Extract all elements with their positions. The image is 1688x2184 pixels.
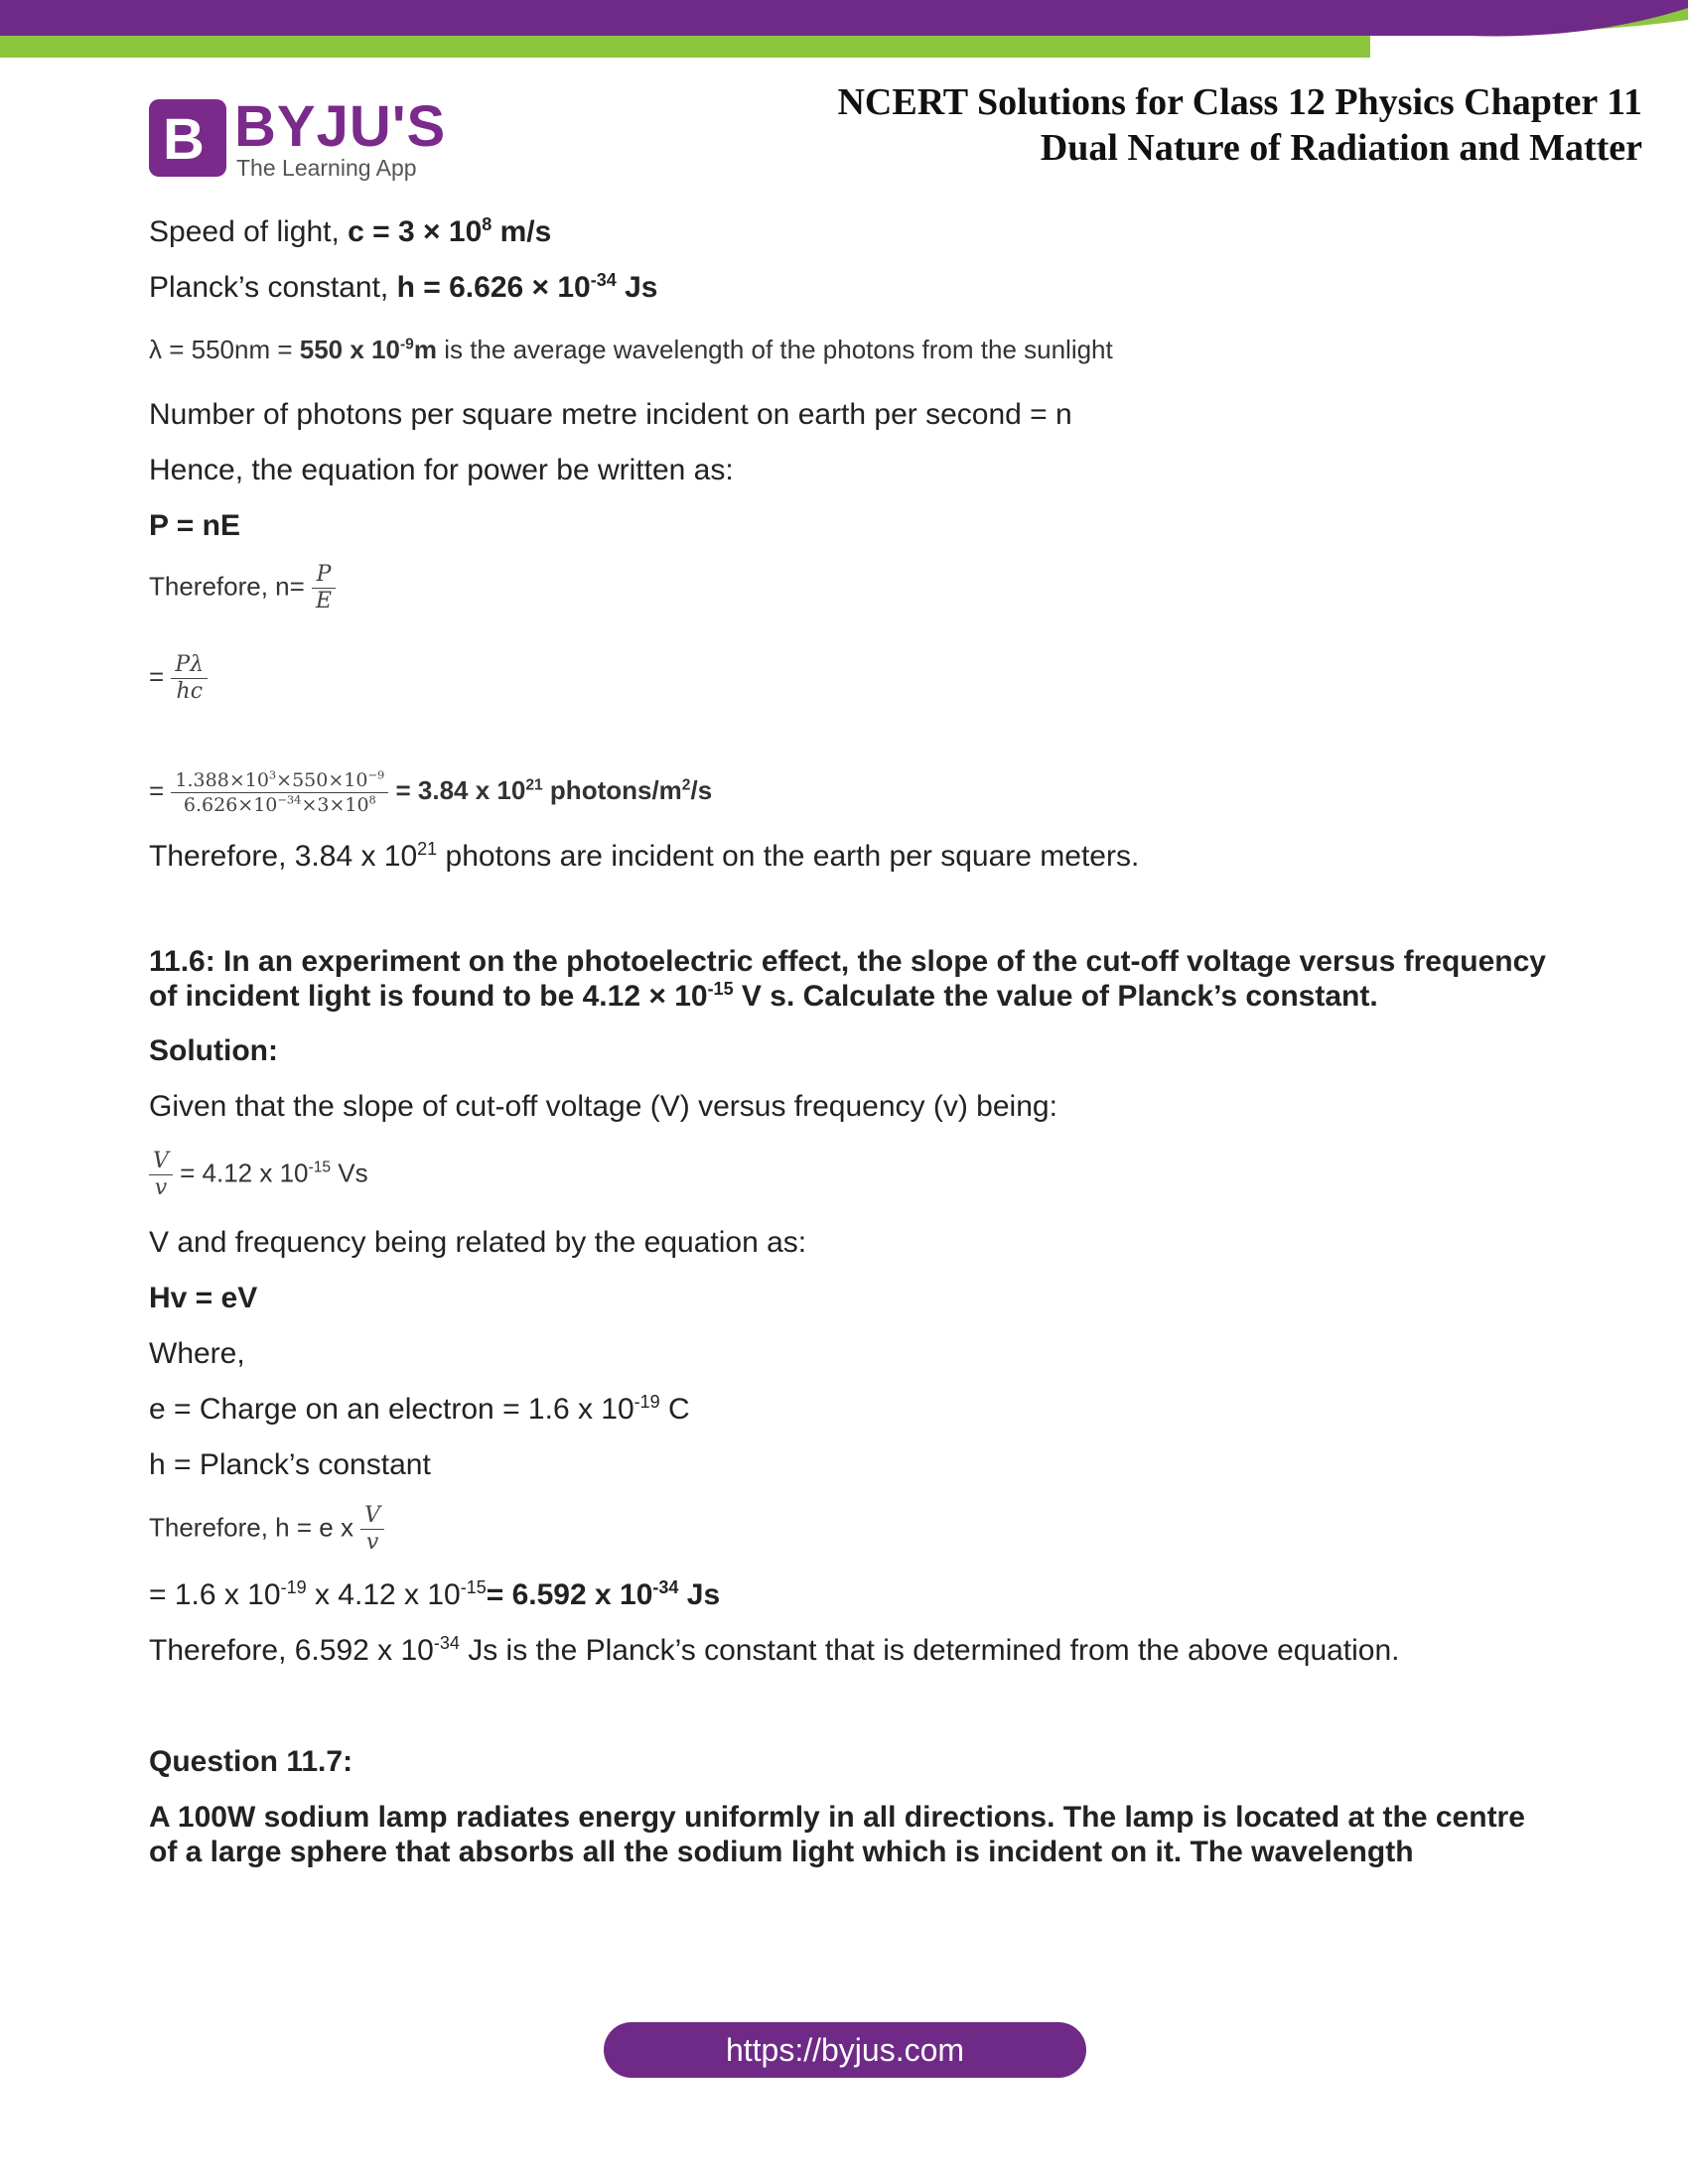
footer-url-link[interactable]: https://byjus.com (604, 2022, 1086, 2078)
electron-charge-def: e = Charge on an electron = 1.6 x $10^{-19}$ C (149, 1392, 690, 1426)
fraction-photon-calculation: $\frac{1.388\times 10^3\times 550\times 10^{-9}}{6.626\times 10^{-34}\times 3\times 10^8}$ (171, 768, 388, 817)
relation-text: V and frequency being related by the equation as: (149, 1226, 807, 1259)
page-title-line2: Dual Nature of Radiation and Matter (1040, 127, 1642, 169)
fraction-v-over-nu: $\frac{V}{v}$ (149, 1149, 173, 1201)
planck-label: Planck’s constant, (149, 271, 397, 304)
h-formula: Therefore, h = e x $\frac{V}{v}$ (149, 1503, 1559, 1556)
question-11-6: 11.6: In an experiment on the photoelectric effect, the slope of the cut-off voltage versus frequency of incident light is found to be $4.12 \times 10^{-15}$ V s. Calculate the value of Planck’s constant. (149, 945, 1546, 1013)
wavelength-line: λ = 550nm = 550 x $10^{-9}m$ is the average wavelength of the photons from the sunlight (149, 335, 1113, 364)
fraction-v-over-nu-2: $\frac{V}{v}$ (360, 1503, 384, 1556)
speed-label: Speed of light, (149, 215, 349, 248)
page-title (837, 79, 1642, 171)
header-band (0, 0, 1688, 62)
slope-value-line: $\frac{V}{v}$ = 4.12 x $10^{-15}$ Vs (149, 1149, 1559, 1201)
byjus-logo (149, 95, 447, 185)
planck-def: h = Planck’s constant (149, 1448, 431, 1481)
question-11-7-text: A 100W sodium lamp radiates energy uniformly in all directions. The lamp is located at the centre of a large sphere that absorbs all the sodium light which is incident on it. The wavelength (149, 1801, 1525, 1868)
planck-conclusion: Therefore, 6.592 x $10^{-34}$ Js is the Planck’s constant that is determined from the above equation. (149, 1633, 1400, 1667)
planck-constant-line (149, 268, 1559, 308)
n-formula: Therefore, n= $\frac{P}{E}$ (149, 562, 1559, 614)
n-formula-expanded: = $\frac{P\lambda}{hc}$ (149, 652, 1559, 705)
speed-value: $c = 3 \times 10^8$ m/s (348, 214, 552, 248)
logo-letter: B (163, 107, 205, 172)
photon-definition: Number of photons per square metre incident on earth per second = n (149, 398, 1072, 431)
power-equation-intro: Hence, the equation for power be written as: (149, 454, 734, 486)
logo-name: BYJU'S (234, 94, 447, 159)
h-calculation: = 1.6 x $10^{-19}$ x 4.12 x $10^{-15}= 6.592$ x $10^{-34}$ Js (149, 1577, 721, 1611)
photon-conclusion: Therefore, 3.84 x $10^{21}$ photons are incident on the earth per square meters. (149, 839, 1140, 873)
photon-result: = 3.84 x $10^{21}$ photons/$m^2/s$ (395, 775, 713, 806)
page-title-line1: NCERT Solutions for Class 12 Physics Chapter 11 (837, 81, 1642, 123)
speed-of-light-line (149, 212, 1559, 252)
logo-icon (149, 99, 226, 177)
logo-tagline: The Learning App (236, 155, 417, 181)
document-body (149, 208, 1559, 1869)
question-11-7-label: Question 11.7: (149, 1745, 353, 1778)
planck-value: $h = 6.626 \times 10^{-34}$ Js (396, 270, 658, 304)
where-label: Where, (149, 1337, 245, 1370)
fraction-plambda-over-hc: $\frac{P\lambda}{hc}$ (171, 652, 208, 705)
power-equation: P = nE (149, 509, 240, 542)
photoelectric-equation: Hv = eV (149, 1282, 258, 1314)
header-band-purple (0, 0, 1688, 36)
fraction-p-over-e: $\frac{P}{E}$ (312, 562, 336, 614)
photon-calculation: = $\frac{1.388\times 10^3\times 550\times 10^{-9}}{6.626\times 10^{-34}\times 3\times 10^8}$ = 3.84 x $10^{21}$ photons/$m^2/s$ (149, 767, 713, 816)
slope-given-text: Given that the slope of cut-off voltage (V) versus frequency (v) being: (149, 1090, 1057, 1123)
solution-label: Solution: (149, 1034, 278, 1067)
